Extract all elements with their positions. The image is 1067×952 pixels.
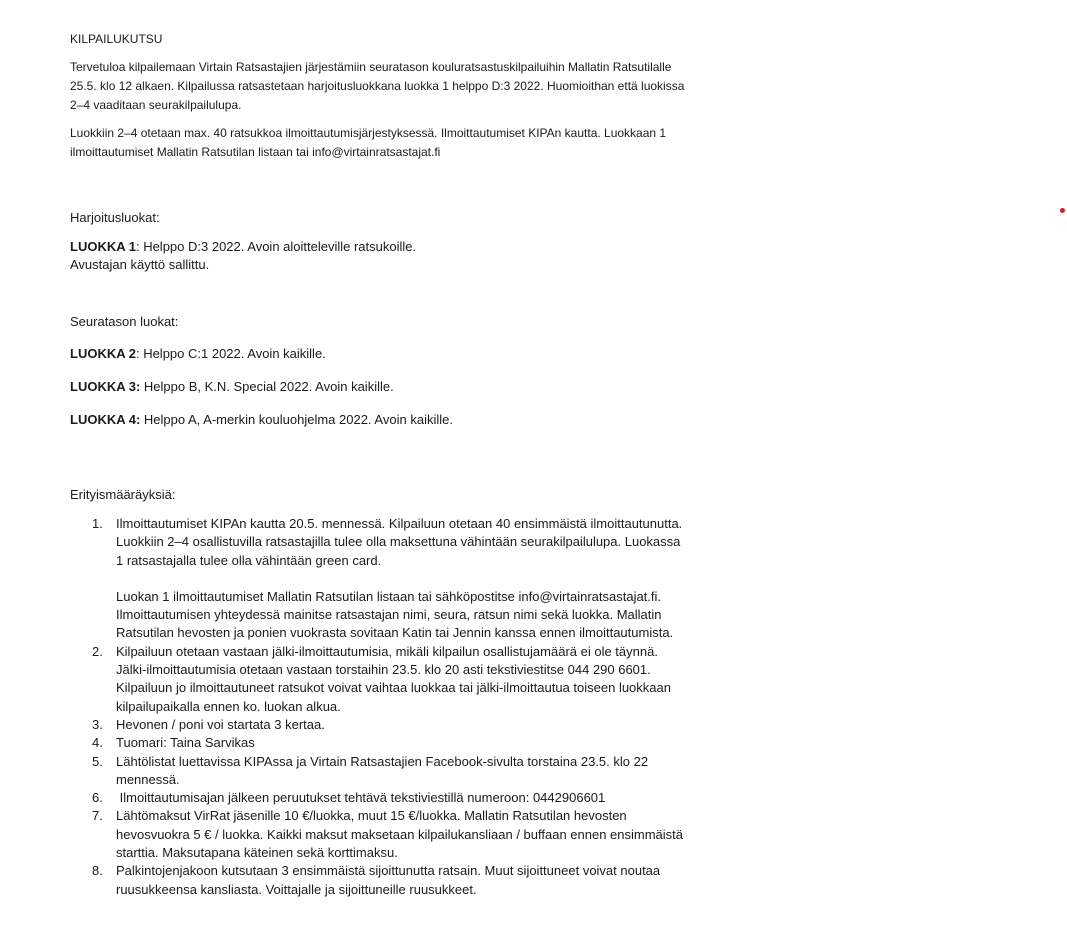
rule-text: Tuomari: Taina Sarvikas — [116, 735, 255, 751]
document-title: KILPAILUKUTSU — [70, 32, 163, 46]
class-4-line — [70, 411, 690, 429]
document-body — [70, 30, 690, 899]
class-4-label: LUOKKA 4: — [70, 412, 141, 427]
rule-number: 8. — [92, 863, 103, 879]
class-3-line — [70, 378, 690, 396]
rule-number: 3. — [92, 716, 103, 732]
class-3-description: Helppo B, K.N. Special 2022. Avoin kaikille. — [140, 379, 394, 394]
rule-text: Hevonen / poni voi startata 3 kertaa. — [116, 716, 325, 732]
rule-item — [70, 716, 690, 734]
rule-number: 7. — [92, 808, 103, 824]
rule-item — [70, 734, 690, 752]
rule-text: Lähtölistat luettavissa KIPAssa ja Virtain Ratsastajien Facebook-sivulta torstaina 23.5. klo 22 mennessä. — [116, 753, 649, 787]
rule-number: 5. — [92, 753, 103, 769]
rule-number: 4. — [92, 735, 103, 751]
class-2-line — [70, 345, 690, 363]
class-1-line — [70, 238, 690, 256]
rule-number: 1. — [92, 516, 103, 531]
class-1-label: LUOKKA 1 — [70, 239, 136, 254]
special-rules-list — [70, 515, 690, 899]
class-2-label: LUOKKA 2 — [70, 346, 136, 361]
rule-item — [70, 807, 690, 862]
rule-text: Kilpailuun otetaan vastaan jälki-ilmoittautumisia, mikäli kilpailun osallistujamäärä ei ole täynnä. Jälki-ilmoittautumisia otetaan vastaan torstaihin 23.5. klo 20 asti tekstiviestitse 044 290 6601. Kilpailuun jo ilmoittautuneet ratsukot voivat vaihtaa luokkaa tai jälki-ilmoittautua toiseen luokkaan kilpailupaikalla ennen ko. luokan alkua. — [116, 643, 671, 714]
rule-text: Ilmoittautumisajan jälkeen peruutukset tehtävä tekstiviestillä numeroon: 0442906601 — [116, 790, 606, 806]
special-rules-heading: Erityismääräyksiä: — [70, 487, 176, 502]
club-classes-heading: Seuratason luokat: — [70, 314, 179, 329]
rule-text: Ilmoittautumiset KIPAn kautta 20.5. mennessä. Kilpailuun otetaan 40 ensimmäistä ilmoittautunutta. Luokkiin 2–4 osallistuvilla ratsastajilla tulee olla maksettuna vähintään seurakilpailulupa. Luokassa 1 ratsastajalla tulee olla vähintään green card. — [116, 516, 683, 568]
rule-item — [70, 862, 690, 899]
intro-paragraph: Tervetuloa kilpailemaan Virtain Ratsastajien järjestämiin seuratason kouluratsastuskilpailuihin Mallatin Ratsutilalle 25.5. klo 12 alkaen. Kilpailussa ratsastetaan harjoitusluokkana luokka 1 helppo D:3 2022. Huomioithan että luokissa 2–4 vaaditaan seurakilpailulupa. — [70, 60, 685, 112]
rule-item — [70, 643, 690, 716]
rule-extra-text: Luokan 1 ilmoittautumiset Mallatin Ratsutilan listaan tai sähköpostitse info@virtainratsastajat.fi. Ilmoittautumisen yhteydessä mainitse ratsastajan nimi, seura, ratsun nimi sekä luokka. Mallatin Ratsutilan hevosten ja ponien vuokrasta sovitaan Katin tai Jennin kanssa ennen ilmoittautumista. — [116, 588, 674, 641]
class-2-description: : Helppo C:1 2022. Avoin kaikille. — [135, 346, 326, 361]
class-3-label: LUOKKA 3: — [70, 379, 141, 394]
rule-item — [70, 753, 690, 790]
rule-item — [70, 789, 690, 807]
class-1-note: Avustajan käyttö sallittu. — [70, 257, 210, 272]
intro-paragraph: Luokkiin 2–4 otetaan max. 40 ratsukkoa ilmoittautumisjärjestyksessä. Ilmoittautumiset KIPAn kautta. Luokkaan 1 ilmoittautumiset Mallatin Ratsutilan listaan tai info@virtainratsastajat.fi — [70, 126, 667, 159]
rule-text: Palkintojenjakoon kutsutaan 3 ensimmäistä sijoittunutta ratsain. Muut sijoittuneet voivat noutaa ruusukkeensa kansliasta. Voittajalle ja sijoittuneille ruusukkeet. — [116, 863, 661, 897]
cursor-dot — [1060, 208, 1065, 213]
class-4-description: Helppo A, A-merkin kouluohjelma 2022. Avoin kaikille. — [140, 412, 453, 427]
rule-item — [70, 515, 690, 643]
rule-number: 6. — [92, 790, 103, 806]
rule-text: Lähtömaksut VirRat jäsenille 10 €/luokka, muut 15 €/luokka. Mallatin Ratsutilan hevosten hevosvuokra 5 € / luokka. Kaikki maksut maksetaan kilpailukansliaan / buffaan ennen ensimmäistä starttia. Maksutapana käteinen sekä korttimaksu. — [116, 808, 684, 861]
practice-classes-heading: Harjoitusluokat: — [70, 210, 160, 225]
rule-number: 2. — [92, 643, 103, 659]
class-1-description: : Helppo D:3 2022. Avoin aloitteleville ratsukoille. — [135, 239, 417, 254]
